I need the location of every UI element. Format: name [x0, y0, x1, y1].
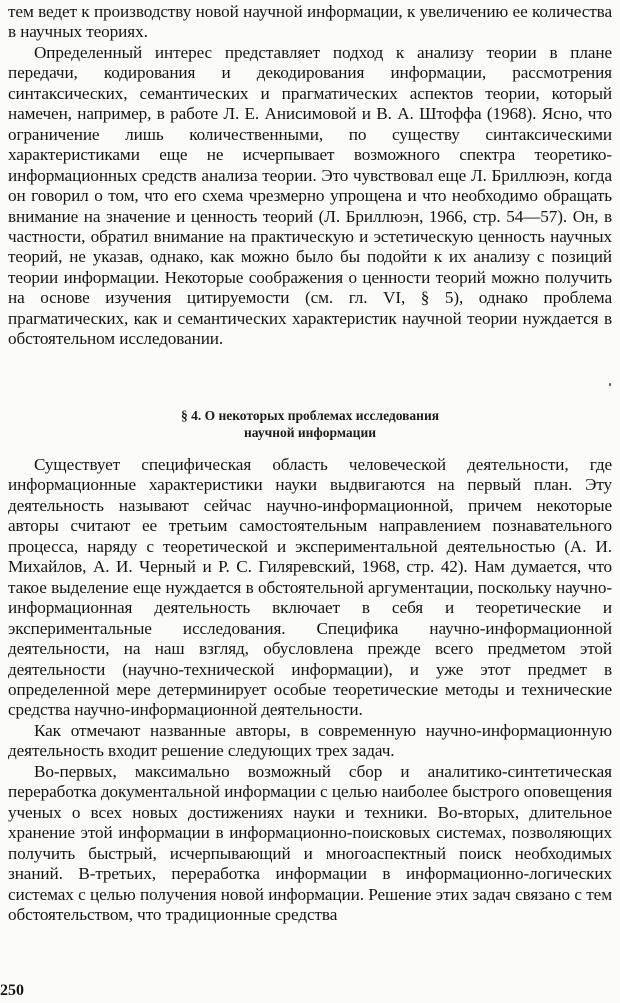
page-number: 250 — [0, 982, 24, 999]
bottom-text-block — [8, 455, 612, 925]
section-heading-line-1: § 4. О некоторых проблемах исследования — [180, 408, 440, 423]
section-heading-line-2: научной информации — [243, 425, 377, 440]
continued-paragraph: тем ведет к производству новой научной информации, к увеличению ее количества в научных теориях. — [8, 2, 612, 42]
top-text-block — [8, 2, 612, 350]
paragraph-three-tasks-intro: Как отмечают названные авторы, в современную научно-информационную деятельность входит решение следующих трех задач. — [8, 720, 612, 761]
paragraph-information-theory-analysis: Определенный интерес представляет подход к анализу теории в плане передачи, кодирования и декодирования информации, рассмотрения синтаксических, семантических и прагматических аспектов теории, который намечен, например, в работе Л. Е. Анисимовой и В. А. Штоффа (1968). Ясно, что ограничение лишь количественными, по существу синтаксическими характеристиками еще не исчерпывает возможного спектра теоретико-информационных средств анализа теории. Это чувствовал еще Л. Бриллюэн, когда он говорил о том, что его схема чрезмерно упрощена и что необходимо обращать внимание на значение и ценность теорий (Л. Бриллюэн, 1966, стр. 54—57). Он, в частности, обратил внимание на практическую и эстетическую ценность научных теорий, не указав, однако, как можно было бы подойти к их анализу с позиций теории информации. Некоторые соображения о ценности теорий можно получить на основе изучения цитируемости (см. гл. VI, § 5), однако проблема прагматических, как и семантических характеристик научной теории нуждается в обстоятельном исследовании. — [8, 42, 612, 349]
print-speck — [609, 383, 611, 386]
section-heading — [100, 407, 520, 441]
paragraph-three-tasks: Во-первых, максимально возможный сбор и аналитико-синтетическая переработка документальной информации с целью наиболее быстрого оповещения ученых о всех новых достижениях науки и техники. Во-вторых, длительное хранение этой информации в информационно-поисковых системах, позволяющих получить быстрый, исчерпывающий и многоаспектный поиск необходимых знаний. В-третьих, переработка информации в информационно-логических системах с целью получения новой информации. Решение этих задач связано с тем обстоятельством, что традиционные средства — [8, 761, 612, 924]
paragraph-information-activity: Существует специфическая область человеческой деятельности, где информационные характеристики науки выдвигаются на первый план. Эту деятельность называют сейчас научно-информационной, причем некоторые авторы считают ее третьим самостоятельным направлением познавательного процесса, наряду с теоретической и экспериментальной деятельностью (А. И. Михайлов, А. И. Черный и Р. С. Гиляревский, 1968, стр. 42). Нам думается, что такое выделение еще нуждается в обстоятельной аргументации, поскольку научно-информационная деятельность включает в себя и теоретические и экспериментальные исследования. Специфика научно-информационной деятельности, на наш взгляд, обусловлена прежде всего предметом этой деятельности (научно-технической информации), и уже этот предмет в определенной мере детерминирует особые теоретические методы и технические средства научно-информационной деятельности. — [8, 455, 612, 720]
